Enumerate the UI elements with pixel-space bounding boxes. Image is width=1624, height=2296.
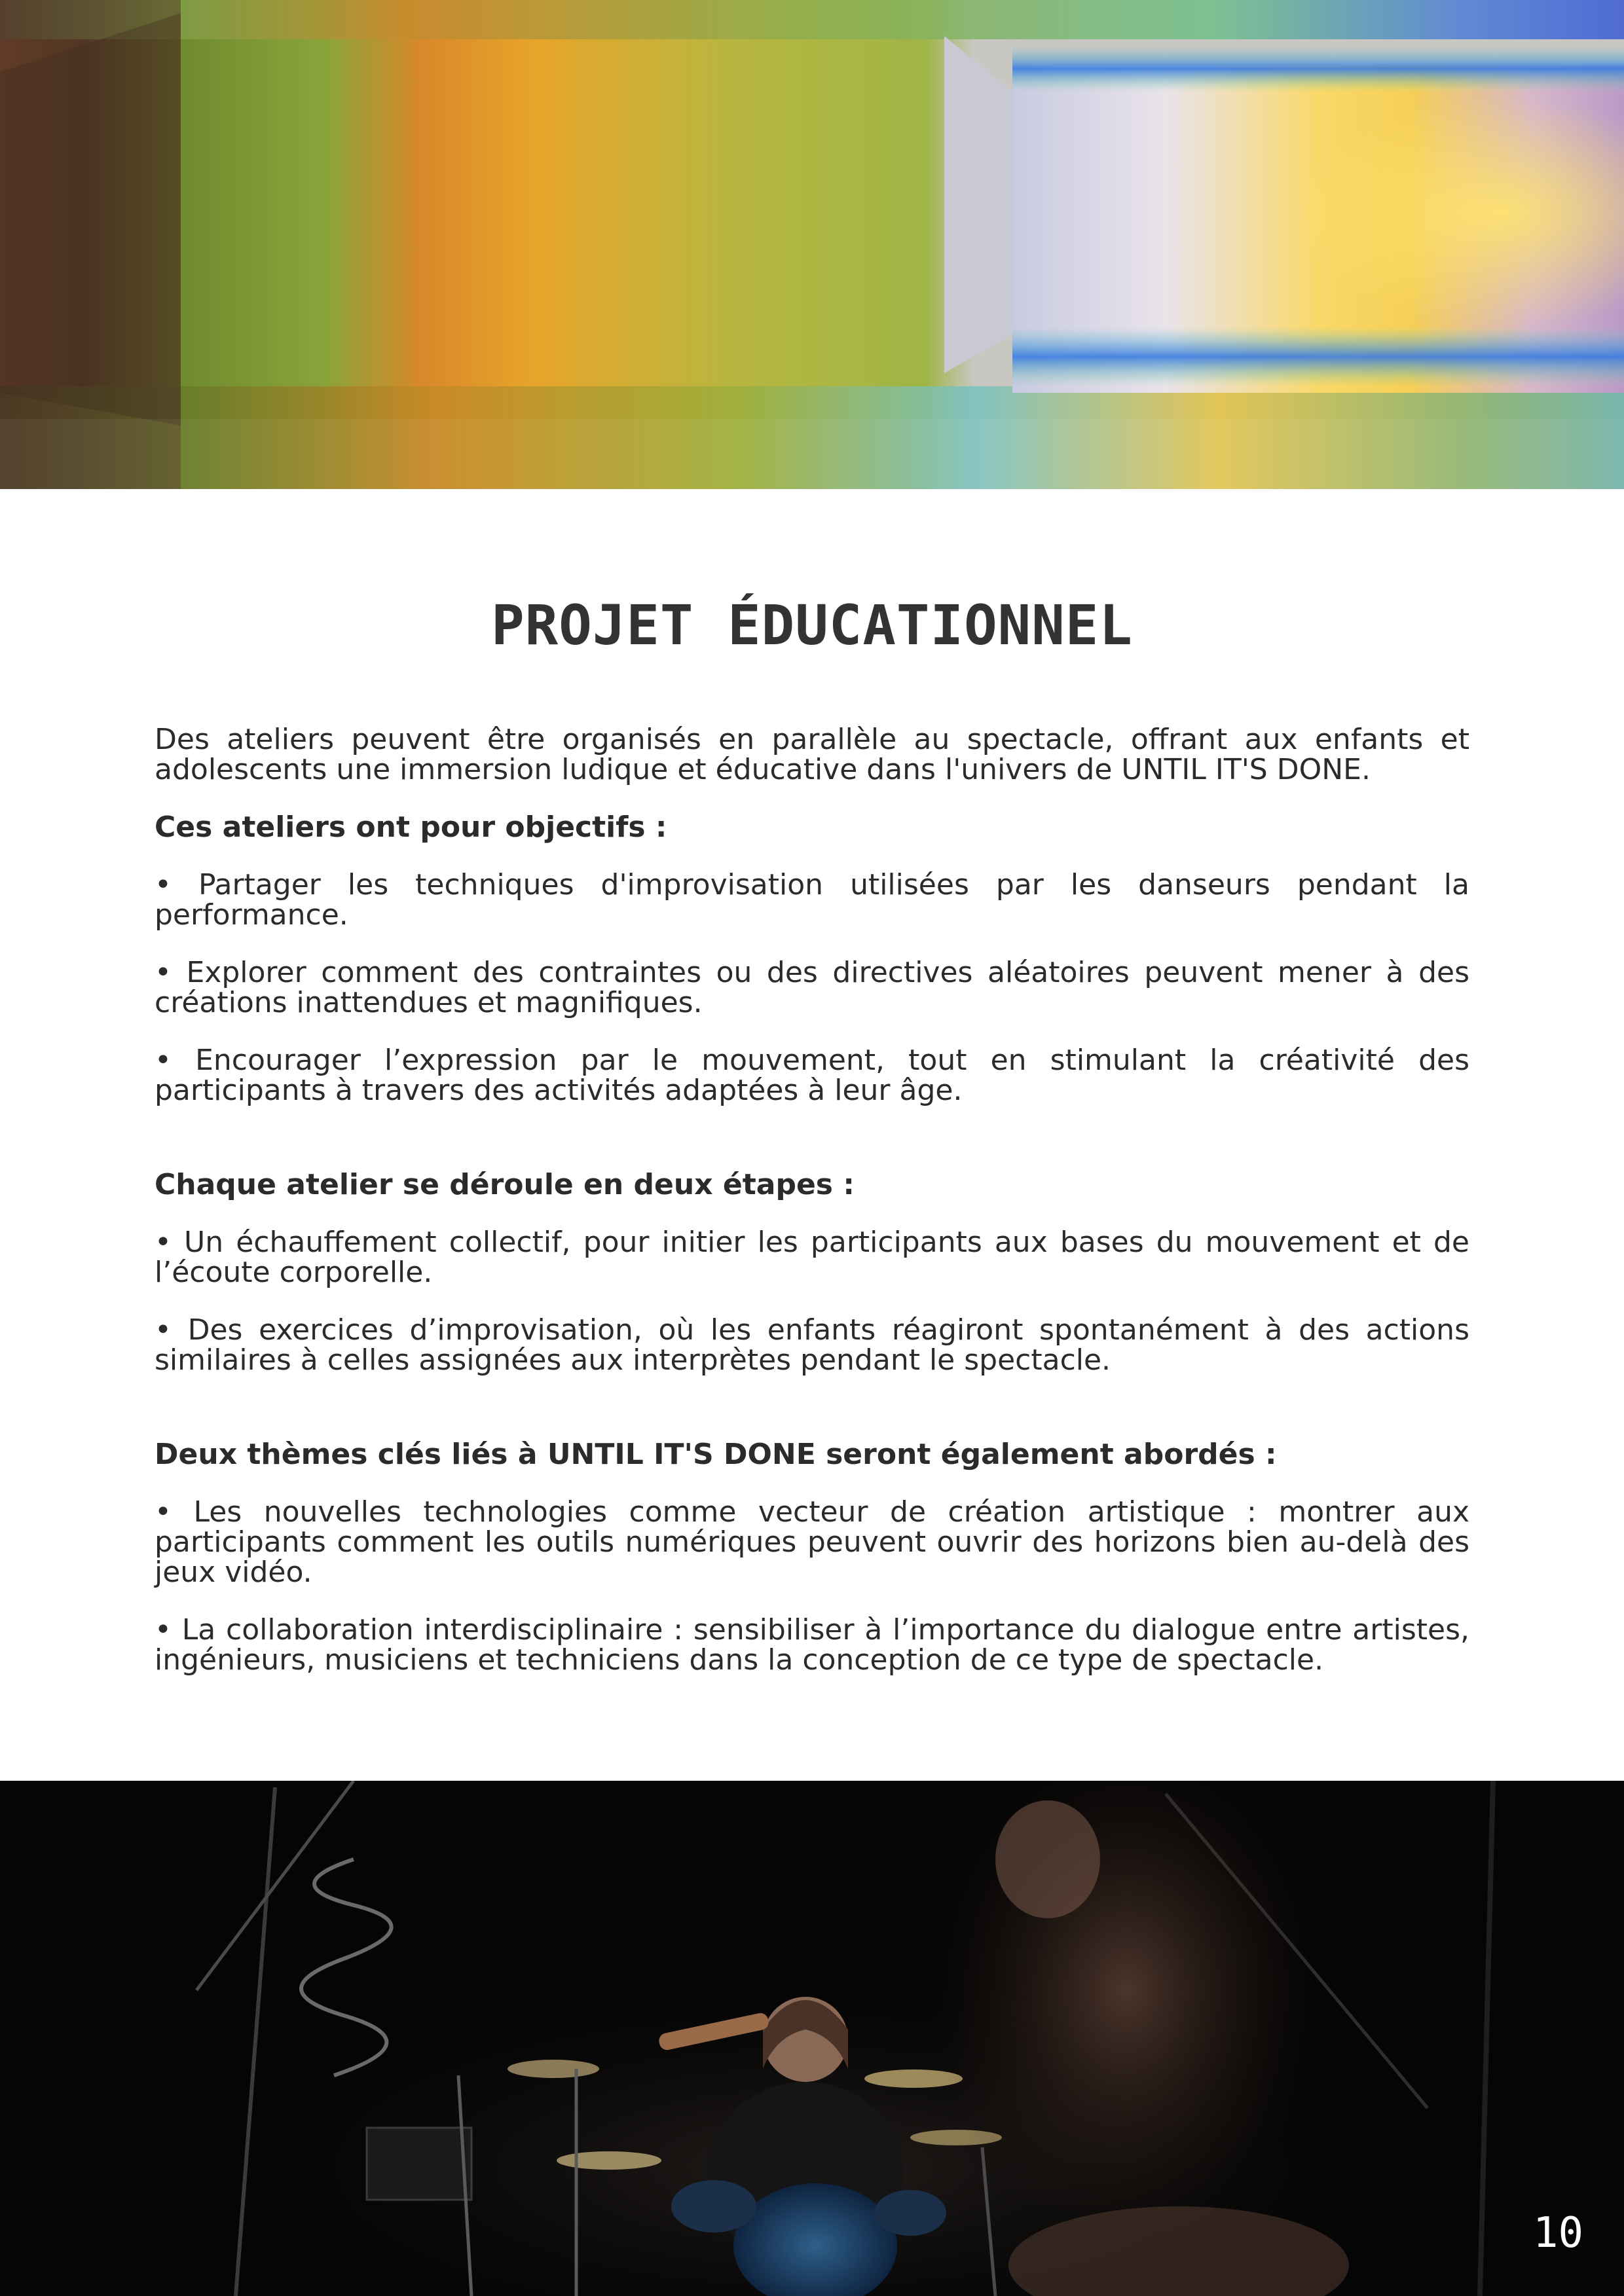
drummer-stage-photo (0, 1781, 1624, 2296)
content-section (155, 586, 1469, 1703)
light-installation-photo (0, 0, 1624, 489)
objectives-heading: Ces ateliers ont pour objectifs : (155, 811, 667, 844)
objective-item: • Partager les techniques d'improvisation utilisées par les danseurs pendant la performance. (155, 868, 1469, 932)
page-title: PROJET ÉDUCATIONNEL (491, 593, 1133, 657)
steps-heading: Chaque atelier se déroule en deux étapes : (155, 1168, 855, 1201)
theme-item: • Les nouvelles technologies comme vecteur de création artistique : montrer aux participants comment les outils numériques peuvent ouvrir des horizons bien au-delà des jeux vidéo. (155, 1495, 1469, 1589)
section-spacer (155, 1403, 1469, 1440)
step-item: • Des exercices d’improvisation, où les enfants réagiront spontanément à des actions similaires à celles assignées aux interprètes pendant le spectacle. (155, 1313, 1469, 1377)
section-spacer (155, 1133, 1469, 1170)
objective-item: • Encourager l’expression par le mouvement, tout en stimulant la créativité des participants à travers des activités adaptées à leur âge. (155, 1044, 1469, 1107)
objective-item: • Explorer comment des contraintes ou des directives aléatoires peuvent mener à des créations inattendues et magnifiques. (155, 956, 1469, 1019)
step-item: • Un échauffement collectif, pour initier les participants aux bases du mouvement et de l’écoute corporelle. (155, 1226, 1469, 1289)
intro-paragraph: Des ateliers peuvent être organisés en parallèle au spectacle, offrant aux enfants et adolescents une immersion ludique et éducative dans l'univers de UNTIL IT'S DONE. (155, 723, 1469, 786)
page-number: 10 (1532, 2209, 1583, 2257)
themes-heading: Deux thèmes clés liés à UNTIL IT'S DONE seront également abordés : (155, 1438, 1277, 1471)
theme-item: • La collaboration interdisciplinaire : sensibiliser à l’importance du dialogue entre artistes, ingénieurs, musiciens et techniciens dans la conception de ce type de spectacle. (155, 1613, 1469, 1677)
